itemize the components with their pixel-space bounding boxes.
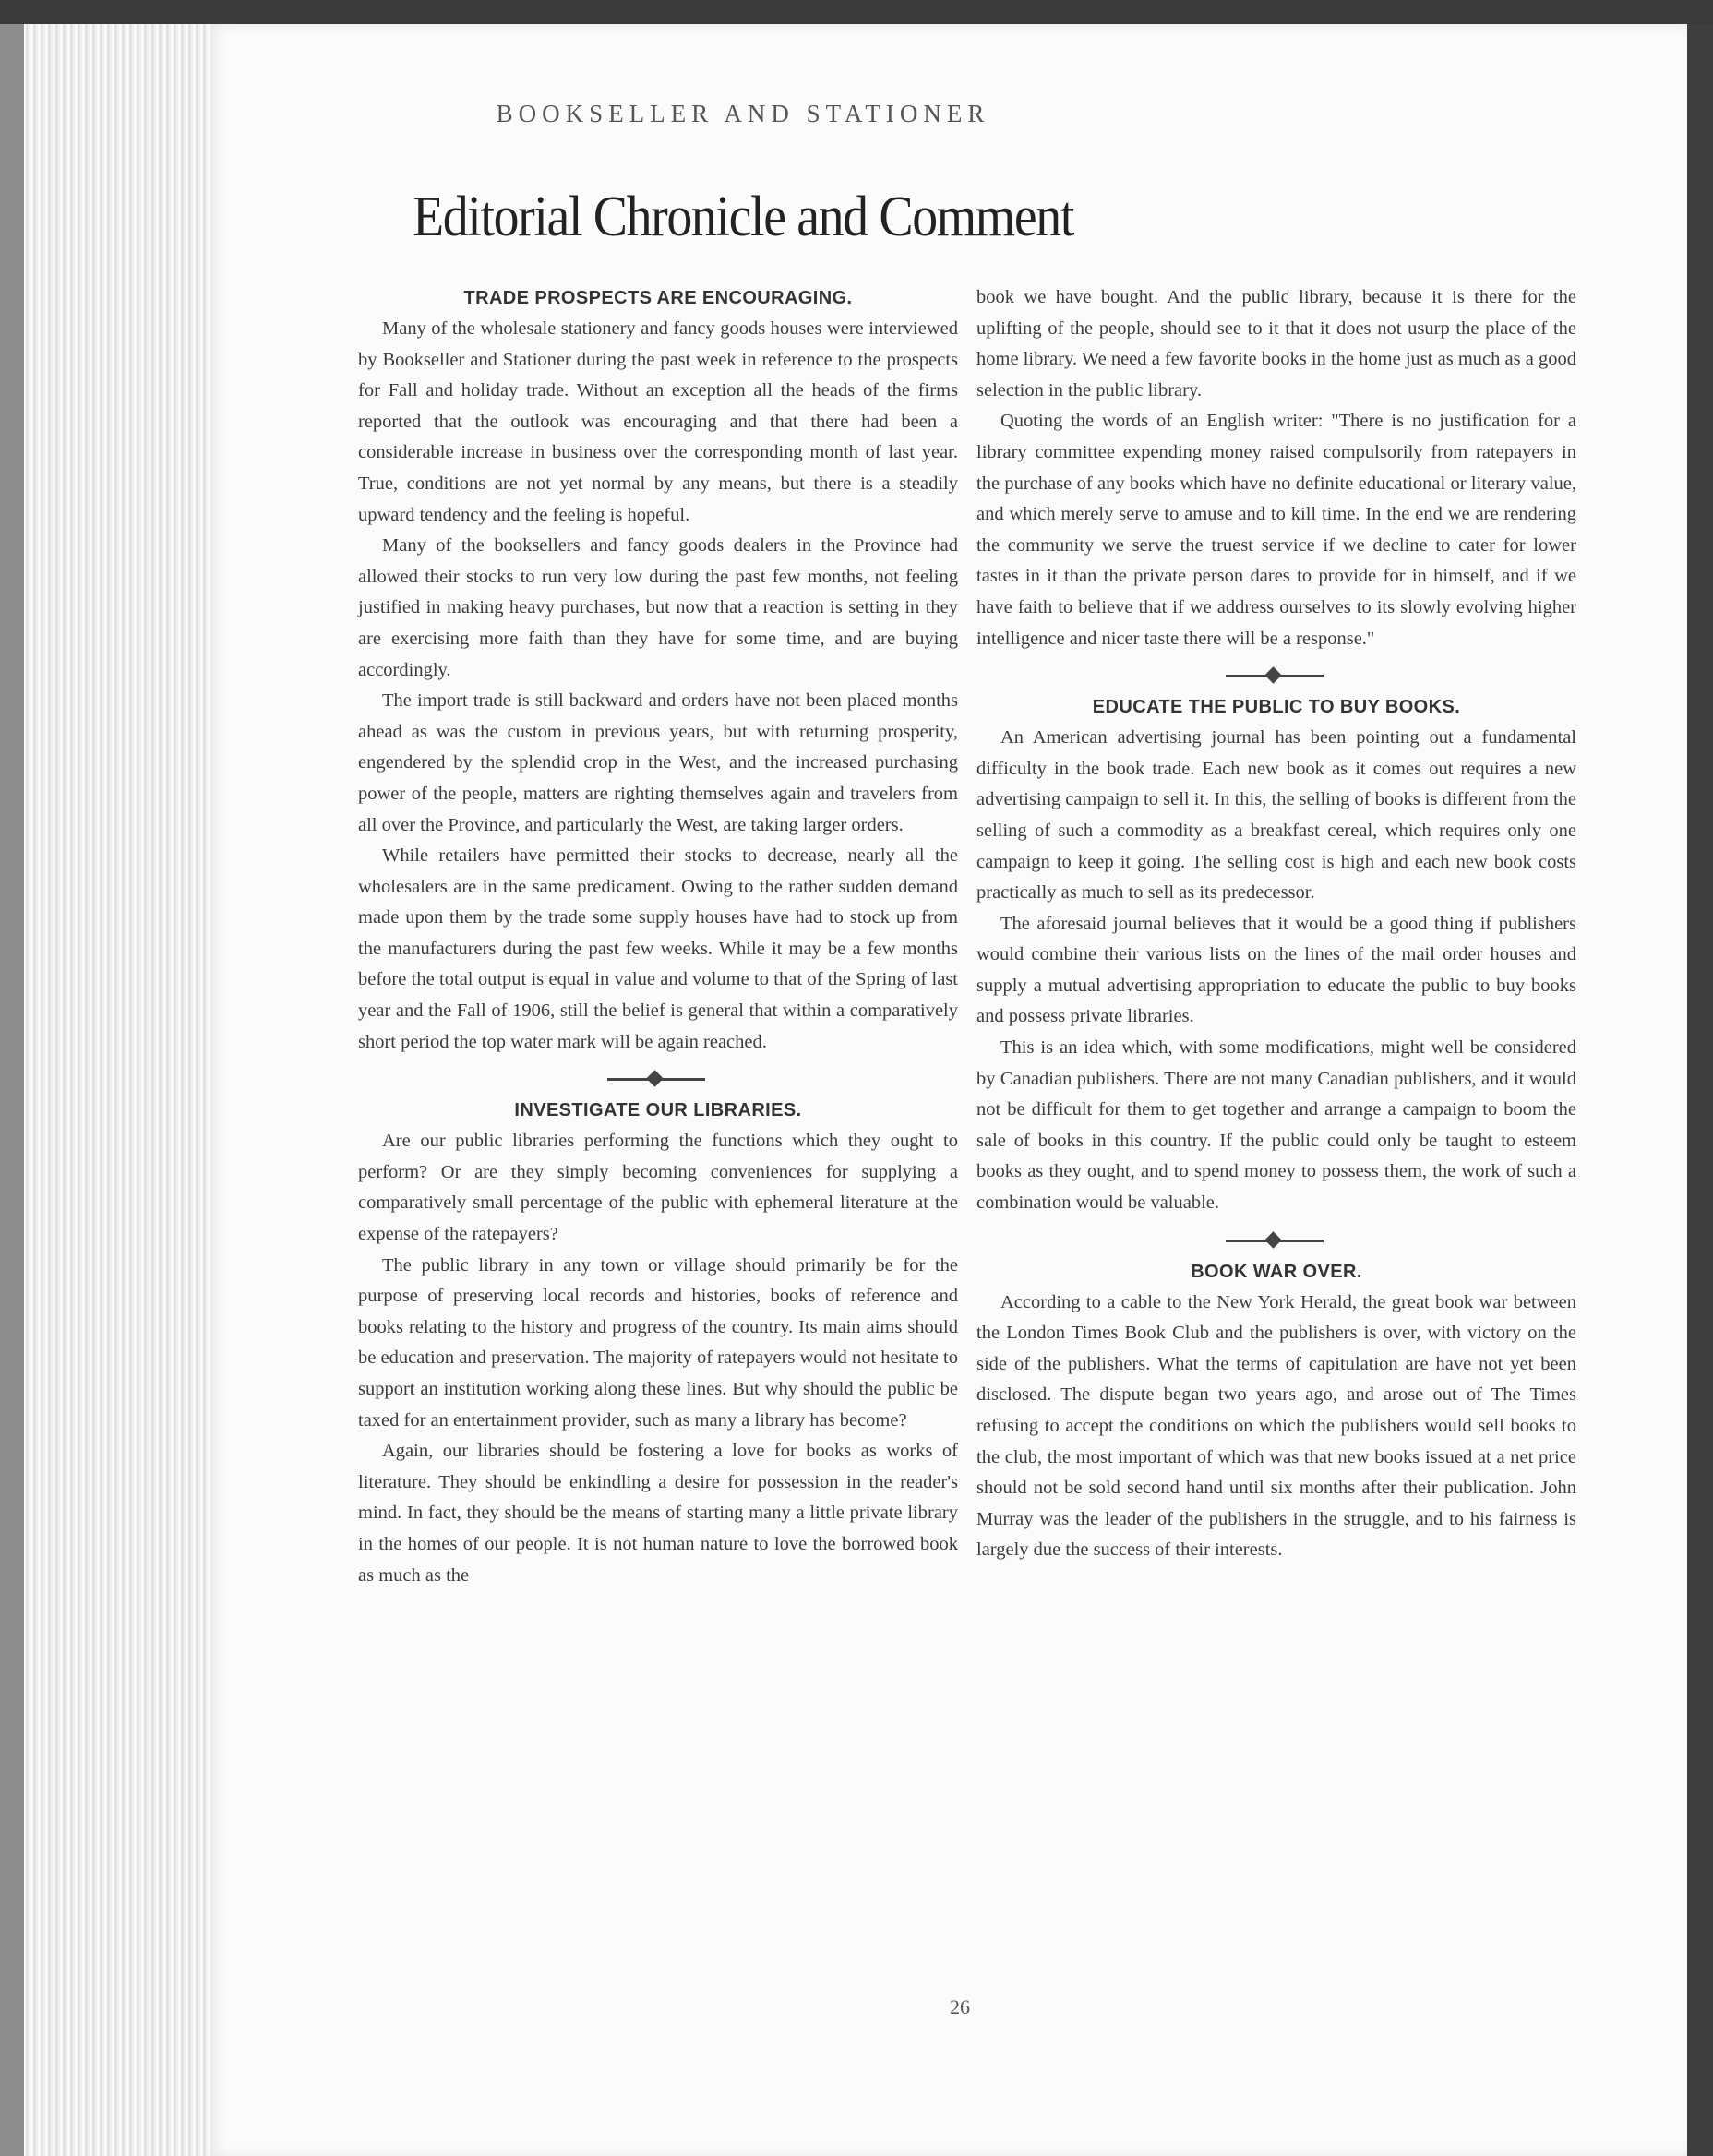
paragraph-continued: book we have bought. And the public library, because it is there for the uplifting of the people, should see to it that it does not usurp the place of the home library. We need a few favorite books in the home just as much as a good selection in the public library.	[976, 287, 1576, 401]
page-title: Editorial Chronicle and Comment	[413, 186, 1073, 248]
paragraph: While retailers have permitted their stocks to decrease, nearly all the wholesalers are in the same predicament. Owing to the rather sudden demand made upon them by the trade some supply houses have had to stock up from the manufacturers during the past few weeks. While it may be a few months before the total output is equal in value and volume to that of the Spring of last year and the Fall of 1906, still the belief is general that within a comparatively short period the top water mark will be again reached.	[358, 845, 958, 1052]
section-heading-book-war: BOOK WAR OVER.	[1191, 1261, 1362, 1282]
paragraph: The aforesaid journal believes that it would be a good thing if publishers would combine their various lists on the lines of the mail order houses and supply a mutual advertising appropriation to educate the public to buy books and possess private libraries.	[976, 913, 1576, 1027]
divider-diamond-icon	[1264, 1231, 1281, 1248]
section-divider	[358, 1058, 958, 1095]
running-head: BOOKSELLER AND STATIONER	[496, 100, 990, 127]
book-page-edges	[0, 24, 214, 2156]
right-column	[976, 282, 1576, 1566]
paragraph: According to a cable to the New York Herald, the great book war between the London Times Book Club and the publishers is over, with victory on the side of the publishers. What the terms of capitulation are have not yet been disclosed. The dispute began two years ago, and arose out of The Times refusing to accept the conditions on which the publishers would sell books to the club, the most important of which was that new books issued at a net price should not be sold second hand until six months after their publication. John Murray was the leader of the publishers in the struggle, and to his fairness is largely due the success of their interests.	[976, 1291, 1576, 1561]
section-heading-trade-prospects: TRADE PROSPECTS ARE ENCOURAGING.	[463, 288, 853, 308]
divider-diamond-icon	[1264, 666, 1281, 683]
paragraph: The public library in any town or village should primarily be for the purpose of preserving local records and histories, books of reference and books relating to the history and progress of the country. Its main aims should be education and preservation. The majority of ratepayers would not hesitate to support an institution working along these lines. But why should the public be taxed for an entertainment provider, such as many a library has become?	[358, 1254, 958, 1431]
scanner-right-margin	[1687, 24, 1713, 2156]
section-divider	[976, 1219, 1576, 1256]
paragraph: An American advertising journal has been pointing out a fundamental difficulty in the book trade. Each new book as it comes out requires a new advertising campaign to sell it. In this, the selling of books is different from the selling of such a commodity as a breakfast cereal, which requires only one campaign to keep it going. The selling cost is high and each new book costs practically as much to sell as its predecessor.	[976, 727, 1576, 904]
scanner-top-strip	[0, 0, 1713, 24]
paragraph: This is an idea which, with some modifications, might well be considered by Canadian publishers. There are not many Canadian publishers, and it would not be difficult for them to get together and arrange a campaign to boom the sale of books in this country. If the public could only be taught to esteem books as they ought, and to spend money to possess them, the work of such a combination would be valuable.	[976, 1037, 1576, 1214]
page-number: 26	[950, 1995, 970, 2018]
paragraph: Many of the wholesale stationery and fancy goods houses were interviewed by Bookseller and Stationer during the past week in reference to the prospects for Fall and holiday trade. Without an exception all the heads of the firms reported that the outlook was encouraging and that there had been a considerable increase in business over the corresponding month of last year. True, conditions are not yet normal by any means, but there is a steadily upward tendency and the feeling is hopeful.	[358, 318, 958, 525]
book-spine-shadow	[0, 24, 24, 2156]
section-heading-libraries: INVESTIGATE OUR LIBRARIES.	[514, 1100, 802, 1121]
paragraph: The import trade is still backward and orders have not been placed months ahead as was the custom in previous years, but with returning prosperity, engendered by the splendid crop in the West, and the increased purchasing power of the people, matters are righting themselves again and travelers from all over the Province, and particularly the West, are taking larger orders.	[358, 690, 958, 835]
section-divider	[976, 654, 1576, 691]
paragraph: Many of the booksellers and fancy goods dealers in the Province had allowed their stocks to run very low during the past few months, not feeling justified in making heavy purchases, but now that a reaction is setting in they are exercising more faith than they have for some time, and are buying accordingly.	[358, 535, 958, 680]
paragraph: Are our public libraries performing the functions which they ought to perform? Or are they simply becoming conveniences for supplying a comparatively small percentage of the public with ephemeral literature at the expense of the ratepayers?	[358, 1131, 958, 1245]
left-column	[358, 282, 958, 1591]
divider-diamond-icon	[646, 1071, 663, 1087]
paragraph: Again, our libraries should be fostering a love for books as works of literature. They should be enkindling a desire for possession in the reader's mind. In fact, they should be the means of starting many a little private library in the homes of our people. It is not human nature to love the borrowed book as much as the	[358, 1441, 958, 1586]
paragraph-quote: Quoting the words of an English writer: "There is no justification for a library committee expending money raised compulsorily from ratepayers in the purchase of any books which have no definite educational or literary value, and which merely serve to amuse and to kill time. In the end we are rendering the community we serve the truest service if we decline to cater for lower tastes in it than the private person dares to provide for in himself, and if we have faith to believe that if we address ourselves to its slowly evolving higher intelligence and nicer taste there will be a response."	[976, 411, 1576, 649]
section-heading-educate-public: EDUCATE THE PUBLIC TO BUY BOOKS.	[1092, 697, 1461, 718]
